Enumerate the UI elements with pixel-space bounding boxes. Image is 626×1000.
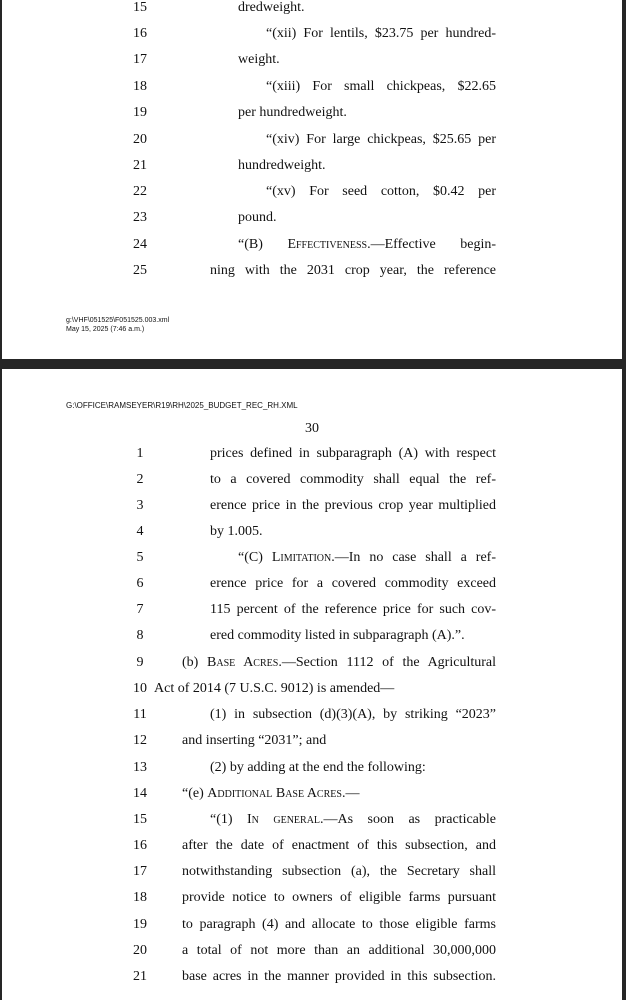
line-text: “(xv) For seed cotton, $0.42 per [266,184,496,199]
line-number: 8 [136,628,144,643]
line-number: 9 [136,655,144,670]
line-number: 18 [133,890,147,905]
footer-date: May 15, 2025 (7:46 a.m.) [66,326,145,333]
line-text: (b) Base Acres.—Section 1112 of the Agricultural [182,655,496,670]
page-header-path: G:\OFFICE\RAMSEYER\R19\RH\2025_BUDGET_REC_RH.XML [66,401,298,410]
line-number: 17 [133,52,147,67]
page-number: 30 [305,421,319,436]
line-text: to paragraph (4) and allocate to those eligible farms [182,917,496,932]
line-text: “(e) Additional Base Acres.— [182,786,360,801]
line-text: “(C) Limitation.—In no case shall a ref- [238,550,496,565]
line-number: 25 [133,263,147,278]
line-number: 11 [133,707,147,722]
line-number: 16 [133,26,147,41]
line-number: 13 [133,760,147,775]
line-number: 18 [133,79,147,94]
line-number: 22 [133,184,147,199]
line-text: Act of 2014 (7 U.S.C. 9012) is amended— [154,681,395,696]
line-number: 15 [133,812,147,827]
line-text: weight. [238,52,280,67]
line-text: per hundredweight. [238,105,347,120]
line-number: 17 [133,864,147,879]
line-number: 15 [133,0,147,15]
line-number: 1 [136,446,144,461]
line-number: 19 [133,105,147,120]
line-number: 21 [133,158,147,173]
line-text: “(xiv) For large chickpeas, $25.65 per [266,132,496,147]
line-number: 16 [133,838,147,853]
line-text: “(1) In general.—As soon as practicable [210,812,496,827]
line-text: and inserting “2031”; and [182,733,327,748]
line-text: ning with the 2031 crop year, the reference [210,263,496,278]
page-footer [66,316,169,334]
line-number: 6 [136,576,144,591]
line-text: by 1.005. [210,524,263,539]
footer-file-path: g:\VHF\051525\F051525.003.xml [66,317,170,324]
line-text: a total of not more than an additional 30,000,000 [182,943,496,958]
document-page-30 [2,369,622,1000]
line-text: hundredweight. [238,158,326,173]
document-page-1 [2,0,622,359]
line-number: 24 [133,237,147,252]
line-number: 5 [136,550,144,565]
line-number: 23 [133,210,147,225]
line-number: 12 [133,733,147,748]
line-text: “(B) Effectiveness.—Effective begin- [238,237,496,252]
line-number: 21 [133,969,147,984]
line-text: ered commodity listed in subparagraph (A).”. [210,628,465,643]
line-number: 20 [133,943,147,958]
line-number: 14 [133,786,147,801]
line-number: 20 [133,132,147,147]
line-text: notwithstanding subsection (a), the Secretary shall [182,864,496,879]
line-number: 2 [136,472,144,487]
line-text: pound. [238,210,277,225]
line-text: 115 percent of the reference price for such cov- [210,602,496,617]
line-text: (1) in subsection (d)(3)(A), by striking “2023” [210,707,496,722]
line-text: prices defined in subparagraph (A) with respect [210,446,496,461]
line-text: after the date of enactment of this subsection, and [182,838,496,853]
line-text: to a covered commodity shall equal the ref- [210,472,496,487]
line-number: 4 [136,524,144,539]
line-text: provide notice to owners of eligible farms pursuant [182,890,496,905]
line-text: “(xii) For lentils, $23.75 per hundred- [266,26,496,41]
line-text: dredweight. [238,0,305,15]
line-number: 19 [133,917,147,932]
line-text: erence price in the previous crop year multiplied [210,498,496,513]
line-text: (2) by adding at the end the following: [210,760,426,775]
line-text: base acres in the manner provided in this subsection. [182,969,496,984]
line-number: 10 [133,681,147,696]
line-number: 7 [136,602,144,617]
line-text: “(xiii) For small chickpeas, $22.65 [266,79,496,94]
line-text: erence price for a covered commodity exceed [210,576,496,591]
line-number: 3 [136,498,144,513]
